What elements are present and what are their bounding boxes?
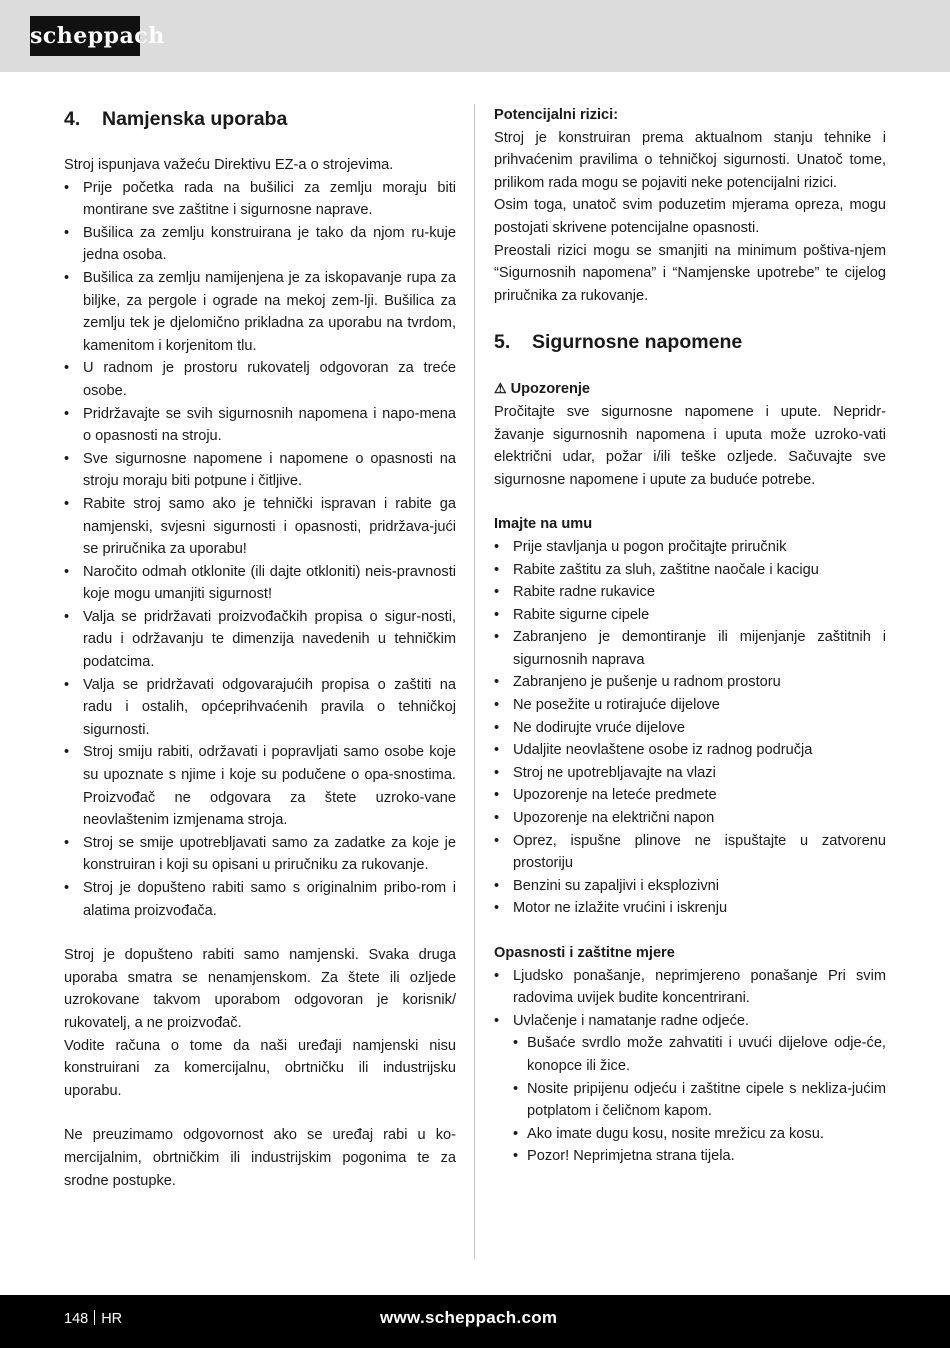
list-item: • Naročito odmah otklonite (ili dajte otkloniti) neis-pravnosti koje mogu umanjiti sigurnost! — [64, 561, 456, 606]
list-item: • Uvlačenje i namatanje radne odjeće. — [494, 1010, 886, 1033]
list-item: • Sve sigurnosne napomene i napomene o opasnosti na stroju moraju biti potpune i čitljive. — [64, 448, 456, 493]
paragraph: Stroj je dopušteno rabiti samo namjenski. Svaka druga uporaba smatra se nenamjenskom. Za štete ili ozljede uzrokovane takvom uporabom odgovoran je korisnik/ rukovatelj, a ne proizvođač. — [64, 947, 456, 1031]
footer-separator — [94, 1310, 95, 1325]
list-item: • Stroj ne upotrebljavajte na vlazi — [494, 762, 886, 785]
list-item: • Benzini su zapaljivi i eksplozivni — [494, 875, 886, 898]
list-item: • Prije stavljanja u pogon pročitajte priručnik — [494, 536, 886, 559]
section-number: 5. — [494, 331, 511, 354]
warning-heading — [494, 377, 886, 401]
column-divider — [474, 104, 475, 1259]
paragraph: Ne preuzimamo odgovornost ako se uređaj rabi u ko-mercijalnim, obrtničkim ili industrijskim pogonima te za srodne postupke. — [64, 1127, 456, 1189]
keep-in-mind-heading: Imajte na umu — [494, 516, 593, 533]
list-item: • Rabite sigurne cipele — [494, 604, 886, 627]
list-item: • Zabranjeno je demontiranje ili mijenjanje zaštitnih i sigurnosnih naprava — [494, 626, 886, 671]
list-item: • Pridržavajte se svih sigurnosnih napomena i napo-mena o opasnosti na stroju. — [64, 403, 456, 448]
page-number-value: 148 — [64, 1311, 89, 1327]
sub-list-item: • Bušaće svrdlo može zahvatiti i uvući dijelove odje-će, konopce ili žice. — [513, 1032, 886, 1077]
website-link[interactable]: www.scheppach.com — [380, 1308, 558, 1327]
list-item: • Rabite zaštitu za sluh, zaštitne naočale i kacigu — [494, 559, 886, 582]
section-number: 4. — [64, 108, 81, 130]
list-item: • Valja se pridržavati proizvođačkih propisa o sigur-nosti, radu i održavanju te dimenzija navedenih u tehničkim podatcima. — [64, 606, 456, 674]
right-column — [494, 104, 886, 1168]
paragraph: Osim toga, unatoč svim poduzetim mjerama opreza, mogu postojati skrivene potencijalne opasnosti. — [494, 197, 886, 236]
list-item: • Prije početka rada na bušilici za zemlju moraju biti montirane sve zaštitne i sigurnosne naprave. — [64, 177, 456, 222]
section-title-text: Namjenska uporaba — [102, 108, 288, 130]
paragraph: Preostali rizici mogu se smanjiti na minimum poštiva-njem “Sigurnosnih napomena” i “Namjenske upotrebe” te cijelog priručnika za rukovanje. — [494, 242, 886, 304]
intro-text: Stroj ispunjava važeću Direktivu EZ-a o strojevima. — [64, 157, 394, 173]
risks-heading: Potencijalni rizici: — [494, 107, 619, 123]
list-item: • Ljudsko ponašanje, neprimjereno ponašanje Pri svim radovima uvijek budite koncentrirani. — [494, 965, 886, 1010]
section-5-title — [494, 327, 886, 357]
list-item: • Valja se pridržavati odgovarajućih propisa o zaštiti na radu i ostalih, općeprihvaćenih pravila o tehničkoj sigurnosti. — [64, 674, 456, 742]
list-item: • Upozorenje na električni napon — [494, 807, 886, 830]
warning-triangle-icon: ⚠ — [494, 380, 507, 397]
brand-logo: scheppach — [30, 16, 140, 56]
sub-list-item: • Ako imate dugu kosu, nosite mrežicu za kosu. — [513, 1123, 886, 1146]
warning-text: Pročitajte sve sigurnosne napomene i upute. Nepridr-žavanje sigurnosnih napomena i uputa može uzroko-vati električni udar, požar i/ili teške ozljede. Sačuvajte sve sigurnosne napomene i upute za buduće potrebe. — [494, 403, 886, 488]
list-item: • Bušilica za zemlju konstruirana je tako da njom ru-kuje jedna osoba. — [64, 222, 456, 267]
dangers-heading: Opasnosti i zaštitne mjere — [494, 945, 675, 961]
list-item: • Rabite radne rukavice — [494, 581, 886, 604]
list-item: • Upozorenje na leteće predmete — [494, 784, 886, 807]
page-header — [0, 0, 950, 72]
list-item: • Stroj je dopušteno rabiti samo s originalnim pribo-rom i alatima proizvođača. — [64, 877, 456, 922]
dangers-sublist — [513, 1032, 886, 1168]
list-item: • Bušilica za zemlju namijenjena je za iskopavanje rupa za biljke, za pergole i ograde na mekoj zem-lji. Bušilica za zemlju tek je djelomično prikladna za uporabu na tvrdom, kamenitom i korjenitom tlu. — [64, 267, 456, 357]
section-title-text: Sigurnosne napomene — [532, 331, 743, 354]
list-item: • U radnom je prostoru rukovatelj odgovoran za treće osobe. — [64, 357, 456, 402]
page-footer — [0, 1295, 950, 1348]
keep-in-mind-list — [494, 536, 886, 920]
list-item: • Stroj smiju rabiti, održavati i popravljati samo osobe koje su upoznate s njime i koje su podučene o opa-snostima. Proizvođač ne odgovara za štete uzroko-vane neovlaštenim izmjenama stroja. — [64, 741, 456, 831]
left-column — [64, 104, 456, 1192]
list-item: • Stroj se smije upotrebljavati samo za zadatke za koje je konstruiran i koji su opisani u priručniku za rukovanje. — [64, 832, 456, 877]
list-item: • Udaljite neovlaštene osobe iz radnog područja — [494, 739, 886, 762]
sub-list-item: • Nosite pripijenu odjeću i zaštitne cipele s nekliza-jućim potplatom i čeličnom kapom. — [513, 1078, 886, 1123]
dangers-list — [494, 965, 886, 1033]
sub-list-item: • Pozor! Neprimjetna strana tijela. — [513, 1145, 886, 1168]
warning-label: Upozorenje — [510, 381, 591, 398]
intended-use-list — [64, 177, 456, 923]
list-item: • Ne posežite u rotirajuće dijelove — [494, 694, 886, 717]
list-item: • Ne dodirujte vruće dijelove — [494, 717, 886, 740]
list-item: • Motor ne izlažite vrućini i iskrenju — [494, 897, 886, 920]
list-item: • Oprez, ispušne plinove ne ispuštajte u zatvorenu prostoriju — [494, 830, 886, 875]
paragraph: Vodite računa o tome da naši uređaji namjenski nisu konstruirani za komercijalnu, obrtničku ili industrijsku uporabu. — [64, 1037, 456, 1099]
paragraph: Stroj je konstruiran prema aktualnom stanju tehnike i prihvaćenim pravilima o tehničkoj sigurnosti. Unatoč tome, prilikom rada mogu se pojaviti neke potencijalni rizici. — [494, 129, 886, 191]
language-code: HR — [101, 1311, 123, 1327]
list-item: • Zabranjeno je pušenje u radnom prostoru — [494, 671, 886, 694]
section-4-title — [64, 104, 456, 134]
list-item: • Rabite stroj samo ako je tehnički ispravan i rabite ga namjenski, svjesni sigurnosti i opasnosti, pridržava-jući se priručnika za uporabu! — [64, 493, 456, 561]
page-number — [64, 1310, 122, 1327]
